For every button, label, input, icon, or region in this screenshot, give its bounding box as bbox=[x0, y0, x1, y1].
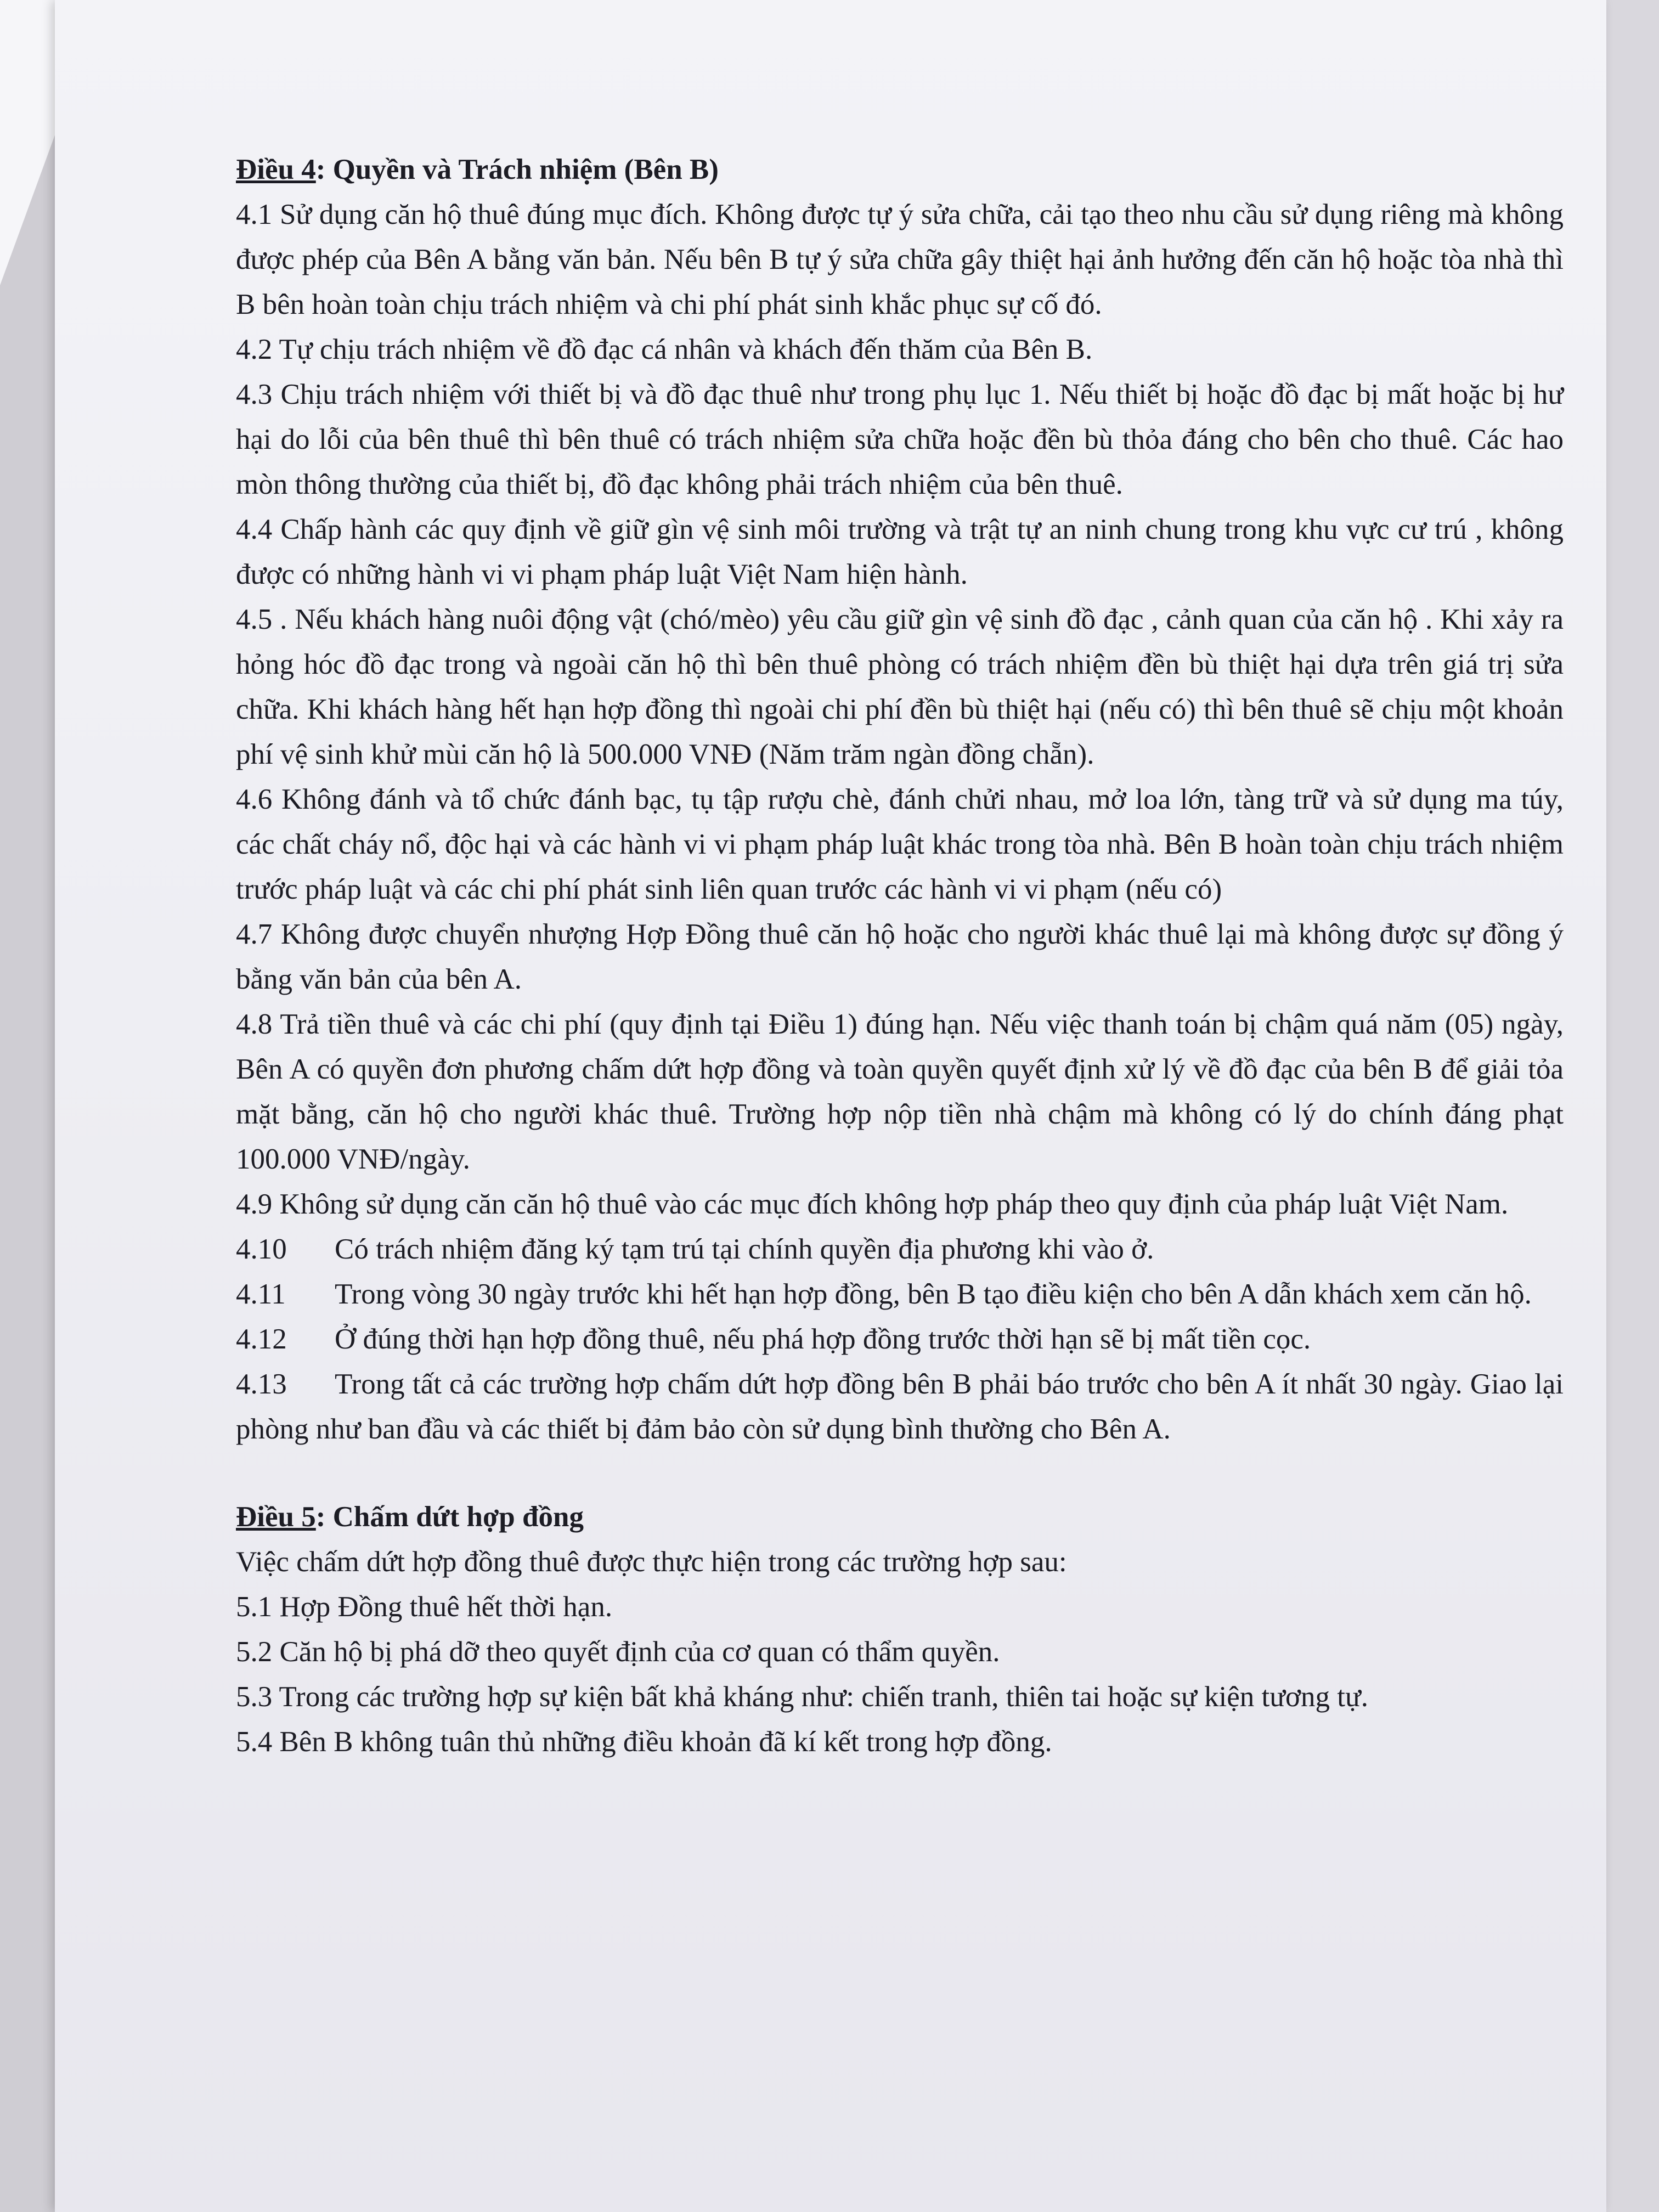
clause-text: Hợp Đồng thuê hết thời hạn. bbox=[279, 1591, 613, 1623]
clause-number: 4.6 bbox=[236, 783, 273, 815]
clause-number: 4.7 bbox=[236, 918, 273, 950]
clause-number: 5.4 bbox=[236, 1726, 273, 1758]
clause-text: Tự chịu trách nhiệm về đồ đạc cá nhân và khách đến thăm của Bên B. bbox=[279, 334, 1093, 365]
clause-number: 4.2 bbox=[236, 334, 273, 365]
clause-number: 5.1 bbox=[236, 1591, 273, 1623]
clause-text: Bên B không tuân thủ những điều khoản đã kí kết trong hợp đồng. bbox=[279, 1726, 1052, 1758]
dieu4-heading-title: : Quyền và Trách nhiệm (Bên B) bbox=[315, 154, 719, 185]
clause-4-1 bbox=[236, 192, 1564, 327]
clause-4-11 bbox=[236, 1272, 1564, 1317]
dieu5-heading-title: : Chấm dứt hợp đồng bbox=[315, 1501, 584, 1533]
clause-number: 4.10 bbox=[236, 1233, 287, 1265]
clause-text: Chịu trách nhiệm với thiết bị và đồ đạc thuê như trong phụ lục 1. Nếu thiết bị hoặc đồ đạc bị mất hoặc bị hư hại do lỗi của bên thuê thì bên thuê có trách nhiệm sửa chữa hoặc đền bù thỏa đáng cho bên cho thuê. Các hao mòn thông thường của thiết bị, đồ đạc không phải trách nhiệm của bên thuê. bbox=[236, 379, 1564, 500]
dieu4-heading-label: Điều 4 bbox=[236, 154, 316, 185]
clause-number: 4.8 bbox=[236, 1008, 273, 1040]
clause-text: Căn hộ bị phá dỡ theo quyết định của cơ quan có thẩm quyền. bbox=[279, 1636, 1000, 1668]
clause-4-9 bbox=[236, 1182, 1564, 1227]
clause-4-7 bbox=[236, 912, 1564, 1002]
clause-4-4 bbox=[236, 507, 1564, 597]
clause-text: Trong tất cả các trường hợp chấm dứt hợp đồng bên B phải báo trước cho bên A ít nhất 30 ngày. Giao lại phòng như ban đầu và các thiết bị đảm bảo còn sử dụng bình thường cho Bên A. bbox=[236, 1368, 1564, 1445]
clause-number: 5.2 bbox=[236, 1636, 273, 1668]
document-body bbox=[236, 147, 1564, 1764]
clause-5-2 bbox=[236, 1629, 1564, 1674]
clause-number: 4.1 bbox=[236, 199, 273, 230]
clause-number: 4.4 bbox=[236, 514, 273, 545]
dieu4-heading bbox=[236, 147, 1564, 192]
clause-5-1 bbox=[236, 1584, 1564, 1629]
clause-4-8 bbox=[236, 1002, 1564, 1182]
clause-number: 4.12 bbox=[236, 1323, 287, 1355]
clause-number: 5.3 bbox=[236, 1681, 273, 1713]
clause-number: 4.9 bbox=[236, 1188, 273, 1220]
clause-text: Sử dụng căn hộ thuê đúng mục đích. Không được tự ý sửa chữa, cải tạo theo nhu cầu sử dụng riêng mà không được phép của Bên A bằng văn bản. Nếu bên B tự ý sửa chữa gây thiệt hại ảnh hưởng đến căn hộ hoặc tòa nhà thì B bên hoàn toàn chịu trách nhiệm và chi phí phát sinh khắc phục sự cố đó. bbox=[236, 199, 1564, 320]
clause-text: Không đánh và tổ chức đánh bạc, tụ tập rượu chè, đánh chửi nhau, mở loa lớn, tàng trữ và sử dụng ma túy, các chất cháy nổ, độc hại và các hành vi vi phạm pháp luật khác trong tòa nhà. Bên B hoàn toàn chịu trách nhiệm trước pháp luật và các chi phí phát sinh liên quan trước các hành vi vi phạm (nếu có) bbox=[236, 783, 1564, 905]
clause-text: Chấp hành các quy định về giữ gìn vệ sinh môi trường và trật tự an ninh chung trong khu vực cư trú , không được có những hành vi vi phạm pháp luật Việt Nam hiện hành. bbox=[236, 514, 1564, 590]
clause-text: . Nếu khách hàng nuôi động vật (chó/mèo) yêu cầu giữ gìn vệ sinh đồ đạc , cảnh quan của căn hộ . Khi xảy ra hỏng hóc đồ đạc trong và ngoài căn hộ thì bên thuê phòng có trách nhiệm đền bù thiệt hại dựa trên giá trị sửa chữa. Khi khách hàng hết hạn hợp đồng thì ngoài chi phí đền bù thiệt hại (nếu có) thì bên thuê sẽ chịu một khoản phí vệ sinh khử mùi căn hộ là 500.000 VNĐ (Năm trăm ngàn đồng chẵn). bbox=[236, 603, 1564, 770]
clause-5-4 bbox=[236, 1719, 1564, 1764]
clause-4-13 bbox=[236, 1362, 1564, 1452]
clause-4-2 bbox=[236, 327, 1564, 372]
clause-text: Trong vòng 30 ngày trước khi hết hạn hợp đồng, bên B tạo điều kiện cho bên A dẫn khách xem căn hộ. bbox=[335, 1278, 1532, 1310]
clause-text: Trả tiền thuê và các chi phí (quy định tại Điều 1) đúng hạn. Nếu việc thanh toán bị chậm quá năm (05) ngày, Bên A có quyền đơn phương chấm dứt hợp đồng và toàn quyền quyết định xử lý về đồ đạc của bên B để giải tỏa mặt bằng, căn hộ cho người khác thuê. Trường hợp nộp tiền nhà chậm mà không có lý do chính đáng phạt 100.000 VNĐ/ngày. bbox=[236, 1008, 1564, 1175]
clause-text: Có trách nhiệm đăng ký tạm trú tại chính quyền địa phương khi vào ở. bbox=[335, 1233, 1154, 1265]
clause-number: 4.13 bbox=[236, 1368, 287, 1400]
dieu5-heading-label: Điều 5 bbox=[236, 1501, 316, 1533]
clause-4-12 bbox=[236, 1317, 1564, 1362]
section-spacer bbox=[236, 1452, 1564, 1494]
clause-4-10 bbox=[236, 1227, 1564, 1272]
clause-number: 4.5 bbox=[236, 603, 273, 635]
clause-text: Ở đúng thời hạn hợp đồng thuê, nếu phá hợp đồng trước thời hạn sẽ bị mất tiền cọc. bbox=[335, 1323, 1311, 1355]
clause-text: Trong các trường hợp sự kiện bất khả kháng như: chiến tranh, thiên tai hoặc sự kiện tương tự. bbox=[279, 1681, 1368, 1713]
dieu5-heading bbox=[236, 1494, 1564, 1539]
clause-4-6 bbox=[236, 777, 1564, 912]
clause-5-3 bbox=[236, 1674, 1564, 1719]
clause-4-5 bbox=[236, 597, 1564, 777]
dieu5-intro: Việc chấm dứt hợp đồng thuê được thực hiện trong các trường hợp sau: bbox=[236, 1546, 1067, 1578]
clause-4-3 bbox=[236, 372, 1564, 507]
clause-number: 4.3 bbox=[236, 379, 273, 410]
clause-text: Không được chuyển nhượng Hợp Đồng thuê căn hộ hoặc cho người khác thuê lại mà không được sự đồng ý bằng văn bản của bên A. bbox=[236, 918, 1564, 995]
clause-text: Không sử dụng căn căn hộ thuê vào các mục đích không hợp pháp theo quy định của pháp luật Việt Nam. bbox=[279, 1188, 1509, 1220]
clause-number: 4.11 bbox=[236, 1278, 286, 1310]
